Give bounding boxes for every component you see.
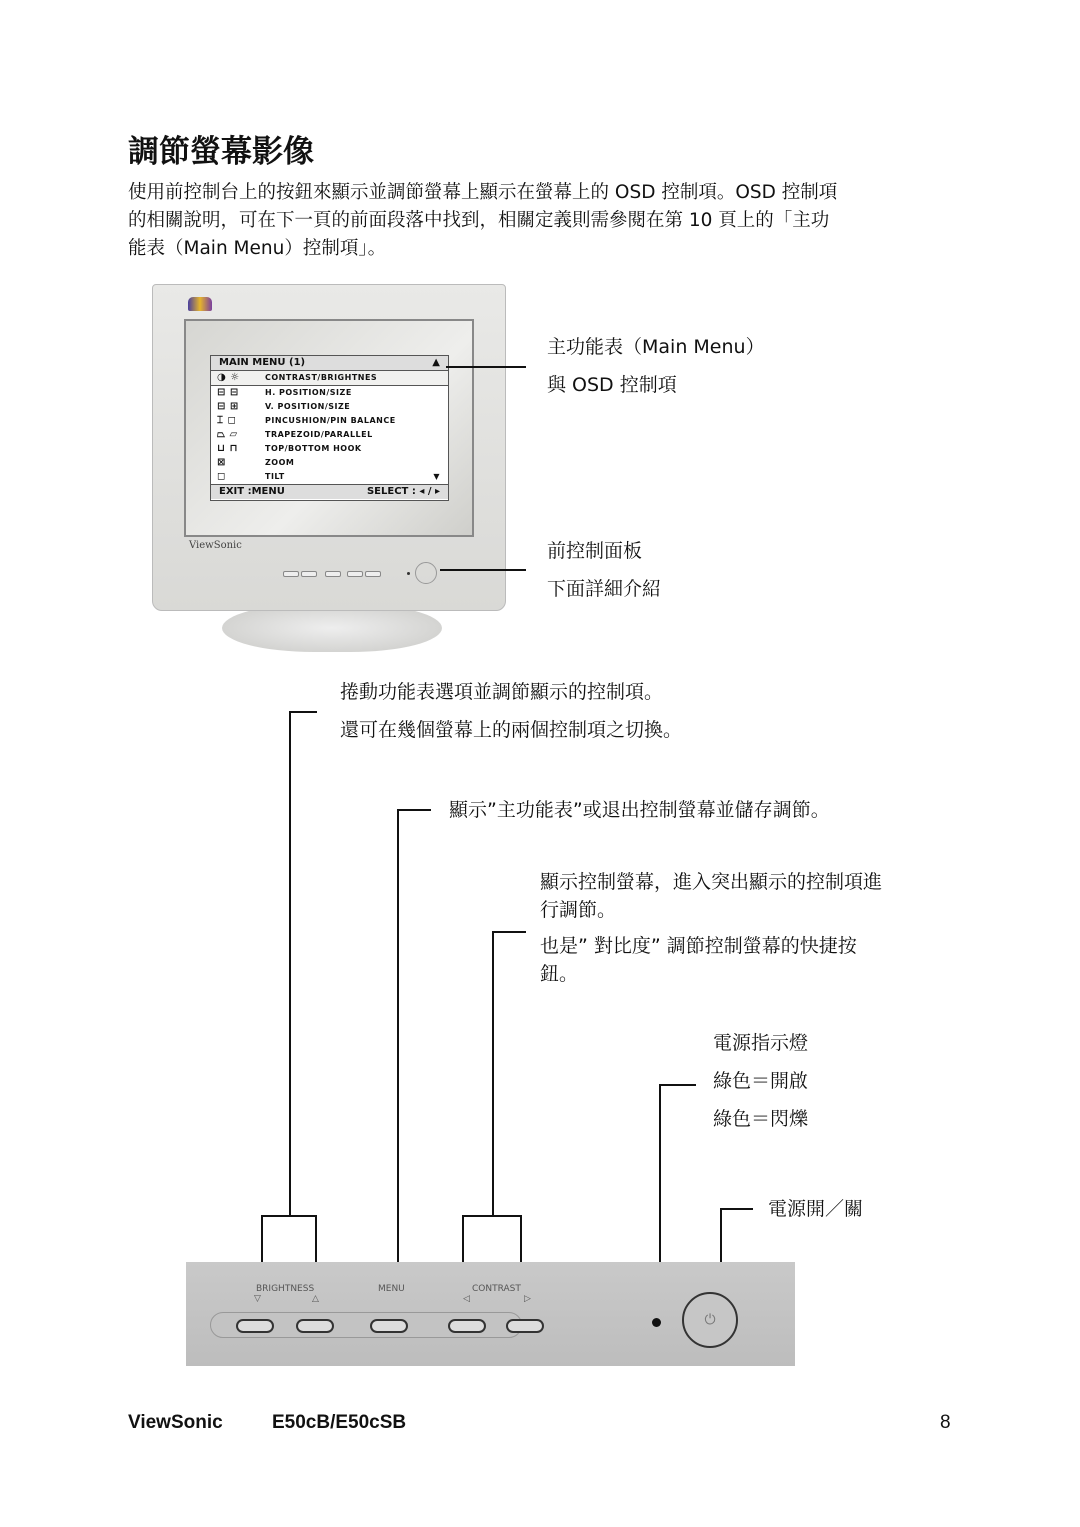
footer-model: E50cB/E50cSB	[272, 1412, 407, 1433]
callout-power-led: 綠色＝閃爍	[713, 1108, 809, 1130]
osd-item-label: TRAPEZOID/PARALLEL	[265, 430, 373, 439]
brightness-down-button[interactable]	[236, 1319, 274, 1333]
osd-item-label: ZOOM	[265, 458, 295, 467]
callout-line	[261, 1215, 263, 1263]
callout-line	[720, 1208, 753, 1210]
mini-button	[325, 571, 341, 577]
contrast-left-button[interactable]	[448, 1319, 486, 1333]
osd-item	[211, 400, 448, 414]
callout-line	[289, 711, 317, 713]
callout-line	[492, 931, 494, 1216]
callout-line	[440, 569, 526, 571]
osd-item-label: TILT	[265, 472, 285, 481]
page-number: 8	[940, 1412, 951, 1433]
osd-item	[211, 370, 448, 386]
osd-item-label: PINCUSHION/PIN BALANCE	[265, 416, 396, 425]
osd-item	[211, 386, 448, 400]
callout-line	[397, 809, 399, 1263]
monitor-stand	[222, 604, 442, 652]
intro-line: 的相關說明，可在下一頁的前面段落中找到，相關定義則需參閱在第 10 頁上的「主功	[128, 210, 830, 231]
callout-power-led: 綠色＝開啟	[713, 1070, 809, 1092]
contrast-brightness-icon: ◑ ☼	[217, 372, 240, 383]
up-arrow-icon: △	[312, 1294, 319, 1304]
right-arrow-icon: ▷	[524, 1294, 531, 1304]
tilt-icon: ◻	[217, 471, 226, 482]
mini-button	[365, 571, 381, 577]
callout-line	[315, 1215, 317, 1263]
osd-item	[211, 442, 448, 456]
arrow-down-icon: ▼	[433, 472, 440, 481]
brightness-label: BRIGHTNESS	[256, 1284, 315, 1294]
callout-power-led: 電源指示燈	[713, 1032, 809, 1054]
callout-menu: 顯示”主功能表”或退出控制螢幕並儲存調節。	[449, 799, 830, 821]
callout-brightness: 捲動功能表選項並調節顯示的控制項。	[340, 681, 664, 703]
callout-main-menu: 與 OSD 控制項	[547, 374, 677, 396]
intro-line: 使用前控制台上的按鈕來顯示並調節螢幕上顯示在螢幕上的 OSD 控制項。OSD 控制項	[128, 182, 838, 203]
osd-select: SELECT : ◂ / ▸	[366, 486, 440, 497]
mini-button	[283, 571, 299, 577]
callout-line	[462, 1215, 464, 1263]
callout-main-menu: 主功能表（Main Menu）	[547, 336, 765, 358]
mini-power-button	[415, 562, 437, 584]
callout-line	[462, 1215, 522, 1217]
osd-header	[211, 356, 448, 370]
callout-front-panel: 下面詳細介紹	[547, 578, 662, 600]
osd-item	[211, 470, 448, 484]
v-position-icon: ⊟ ⊞	[217, 401, 239, 412]
osd-exit: EXIT :MENU	[219, 486, 285, 497]
power-button[interactable]	[682, 1292, 738, 1348]
monitor-bezel	[152, 284, 506, 611]
down-arrow-icon: ▽	[254, 1294, 261, 1304]
callout-line	[659, 1084, 696, 1086]
callout-power-switch: 電源開／關	[768, 1198, 864, 1220]
contrast-label: CONTRAST	[472, 1284, 521, 1294]
callout-line	[492, 931, 526, 933]
osd-main-menu	[210, 355, 449, 501]
osd-item-label: TOP/BOTTOM HOOK	[265, 444, 362, 453]
monitor-screen	[184, 319, 474, 537]
zoom-icon: ⊠	[217, 457, 226, 468]
page-title: 調節螢幕影像	[128, 134, 314, 170]
arrow-up-icon: ▲	[432, 357, 440, 368]
mini-button	[301, 571, 317, 577]
osd-item-label: CONTRAST/BRIGHTNES	[265, 373, 378, 382]
mini-button	[347, 571, 363, 577]
footer-brand: ViewSonic	[128, 1412, 223, 1433]
callout-contrast: 也是” 對比度” 調節控制螢幕的快捷按	[540, 935, 857, 957]
osd-title: MAIN MENU (1)	[219, 357, 306, 368]
osd-item	[211, 456, 448, 470]
callout-contrast: 行調節。	[540, 899, 617, 921]
mini-led	[407, 572, 410, 575]
trapezoid-icon: ⏢ ▱	[217, 429, 238, 440]
callout-line	[289, 711, 291, 1216]
osd-item	[211, 428, 448, 442]
viewsonic-logo-icon	[188, 297, 212, 311]
intro-line: 能表（Main Menu）控制項」。	[128, 238, 387, 259]
left-arrow-icon: ◁	[463, 1294, 470, 1304]
front-control-panel	[186, 1262, 795, 1366]
callout-line	[261, 1215, 317, 1217]
contrast-right-button[interactable]	[506, 1319, 544, 1333]
osd-footer	[211, 484, 448, 499]
callout-line	[446, 366, 526, 368]
brightness-up-button[interactable]	[296, 1319, 334, 1333]
monitor-illustration	[152, 284, 504, 654]
power-icon: ⏻	[704, 1312, 716, 1328]
osd-item	[211, 414, 448, 428]
hook-icon: ⊔ ⊓	[217, 443, 238, 454]
callout-line	[520, 1215, 522, 1263]
menu-button[interactable]	[370, 1319, 408, 1333]
callout-contrast: 顯示控制螢幕，進入突出顯示的控制項進	[540, 871, 883, 893]
callout-line	[659, 1084, 661, 1280]
callout-contrast: 鈕。	[540, 963, 579, 985]
pincushion-icon: ⌶ ◻	[217, 415, 237, 426]
monitor-brand: ViewSonic	[189, 540, 242, 551]
callout-line	[397, 809, 431, 811]
h-position-icon: ⊟ ⊟	[217, 387, 239, 398]
menu-label: MENU	[378, 1284, 405, 1294]
callout-front-panel: 前控制面板	[547, 540, 643, 562]
callout-brightness: 還可在幾個螢幕上的兩個控制項之切換。	[340, 719, 683, 741]
osd-item-label: V. POSITION/SIZE	[265, 402, 351, 411]
power-indicator-led	[652, 1318, 661, 1327]
osd-item-label: H. POSITION/SIZE	[265, 388, 352, 397]
